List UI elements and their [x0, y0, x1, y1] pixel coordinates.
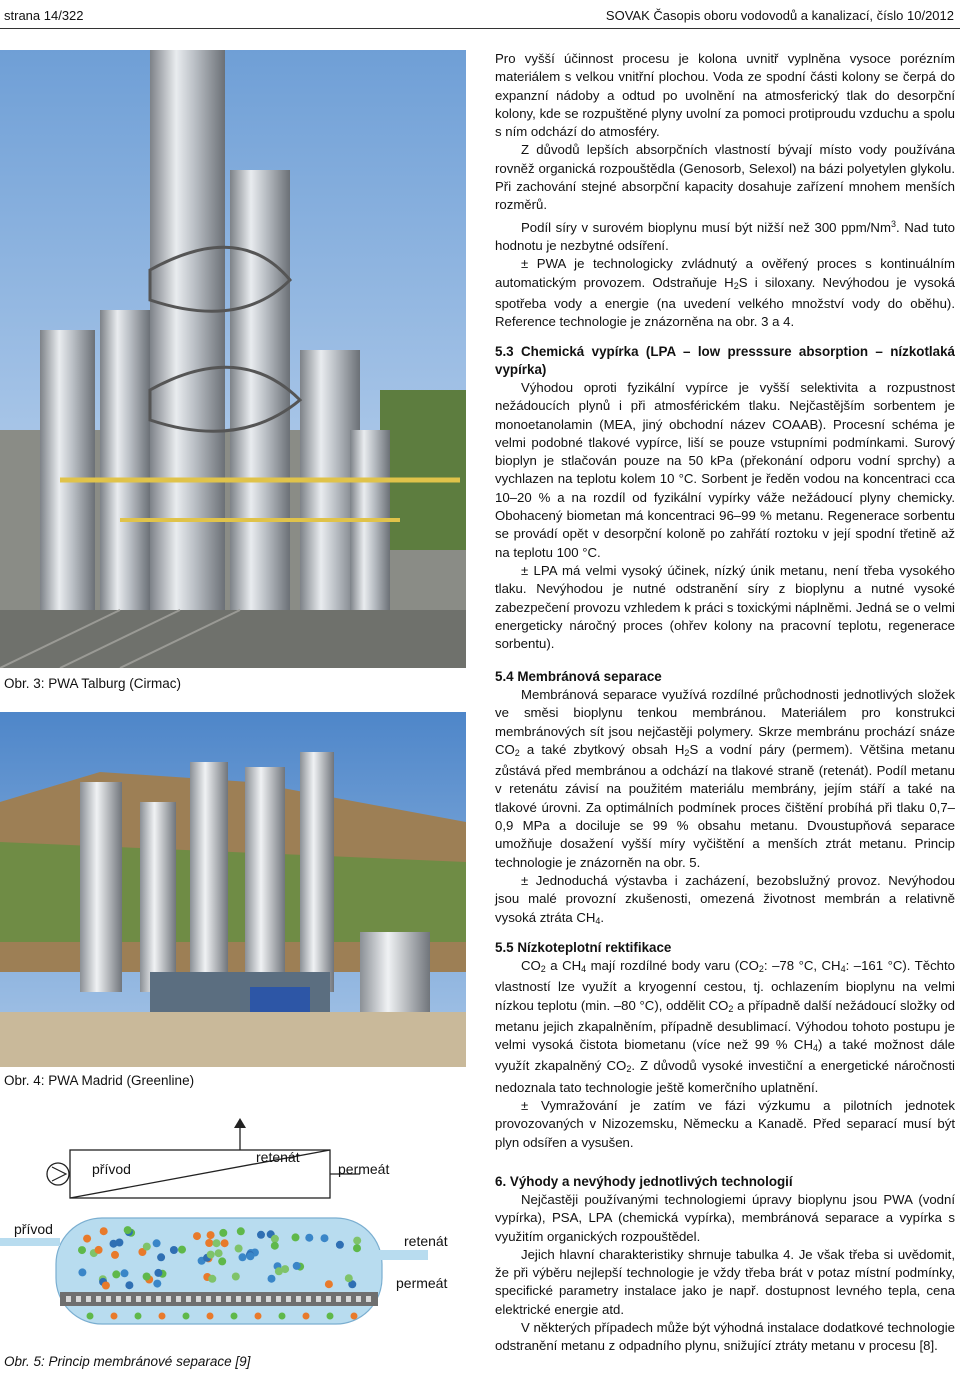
section-6: [495, 1173, 955, 1356]
gas-molecule: [257, 1231, 265, 1239]
gas-molecule: [115, 1239, 123, 1247]
gas-molecule: [321, 1234, 329, 1242]
gas-molecule: [219, 1229, 227, 1237]
permeate-molecule: [279, 1313, 286, 1320]
label-retentate-right: retenát: [404, 1233, 448, 1249]
gas-molecule: [336, 1241, 344, 1249]
paragraph-cryogenic-evaluation: ± Vymražování je zatím ve fázi výzkumu a pilotních jednotek provozovaných v Nizozemsku, Německu a Kanadě. Před separací musí být plyn odsířen a vysušen.: [495, 1098, 955, 1150]
membrane-pore: [146, 1296, 151, 1302]
paragraph-sulfur-limit: Podíl síry v surovém bioplynu musí být nižší než 300 ppm/Nm$^3$. Nad tuto hodnotu je nezbytné odsíření.: [495, 218, 955, 253]
permeate-molecule: [231, 1313, 238, 1320]
membrane-pore: [346, 1296, 351, 1302]
gas-molecule: [193, 1232, 201, 1240]
membrane-pore: [96, 1296, 101, 1302]
gas-molecule: [325, 1280, 333, 1288]
gas-molecule: [112, 1270, 120, 1278]
gas-molecule: [153, 1239, 161, 1247]
gas-molecule: [237, 1227, 245, 1235]
section-5-3: [495, 343, 955, 653]
membrane-pore: [266, 1296, 271, 1302]
permeate-molecule: [327, 1313, 334, 1320]
membrane-pore: [106, 1296, 111, 1302]
membrane-pore: [116, 1296, 121, 1302]
gas-molecule: [218, 1257, 226, 1265]
membrane-pore: [126, 1296, 131, 1302]
gas-molecule: [78, 1268, 86, 1276]
permeate-molecule: [87, 1313, 94, 1320]
membrane-pore: [176, 1296, 181, 1302]
gas-molecule: [345, 1274, 353, 1282]
paragraph-methane-removal: V některých případech může být výhodná instalace dodatkové technologie odstranění metanu z odpadního plynu, snižující ztráty metanu v procesu [8].: [495, 1320, 955, 1354]
gas-molecule: [281, 1265, 289, 1273]
text-column-top: [495, 50, 955, 331]
heading-5-4: 5.4 Membránová separace: [495, 669, 662, 684]
paragraph-technologies-overview: Nejčastěji používanými technologiemi úpravy bioplynu jsou PWA (vodní vypírka), PSA, LPA (chemická vypírka), membránová separace a vypírka s využitím organických rozpouštědel.: [495, 1192, 955, 1244]
paragraph-cryogenic-description: $CO_2$ a $CH_4$ mají rozdílné body varu ($CO_2$: –78 °C, $CH_4$: –161 °C). Těchto vlastností lze využít a kryogenní cestou, tj. ochlazením bioplynu na velmi nízkou teplotu (min. –80 °C), oddělit $CO_2$ a případně další nežádoucí složky od metanu jejich zkapalněním, případně desublimací. Výhodou tohoto postupu je velmi vysoká čistota biometanu (více než 99 % $CH_4$) a také možnost dále využít zkapalněný $CO_2$. Z důvodů vysoké investiční a energetické náročnosti nedoznala tato technologie ještě komerčního uplatnění.: [495, 958, 955, 1095]
page-number: strana 14/322: [4, 8, 84, 23]
label-inlet-left: přívod: [14, 1221, 53, 1237]
label-permeate-top: permeát: [338, 1161, 390, 1177]
gas-molecule: [95, 1246, 103, 1254]
gas-molecule: [121, 1269, 129, 1277]
gas-molecule: [268, 1275, 276, 1283]
gas-molecule: [125, 1281, 133, 1289]
permeate-molecule: [135, 1313, 142, 1320]
gas-molecule: [111, 1251, 119, 1259]
header-divider: [0, 28, 960, 29]
gas-molecule: [292, 1233, 300, 1241]
section-5-5: [495, 939, 955, 1152]
gas-molecule: [353, 1244, 361, 1252]
gas-molecule: [170, 1246, 178, 1254]
permeate-molecule: [111, 1313, 118, 1320]
membrane-pore: [226, 1296, 231, 1302]
page-header: [0, 0, 960, 30]
membrane-pore: [216, 1296, 221, 1302]
permeate-molecule: [351, 1313, 358, 1320]
gas-molecule: [215, 1249, 223, 1257]
gas-molecule: [207, 1251, 215, 1259]
gas-molecule: [305, 1234, 313, 1242]
gas-molecule: [124, 1226, 132, 1234]
heading-5-5: 5.5 Nízkoteplotní rektifikace: [495, 940, 672, 955]
paragraph-lpa-description: Výhodou oproti fyzikální vypírce je vyšší selektivita a rozpustnost nežádoucích plynů i při atmosférickém tlaku. Nejčastějším sorbentem je monoetanolamin (MEA, jiný obchodní název COAAB). Procesní schéma je velmi podobné tlakové vypírce, liší se pouze vstupními podmínkami. Surový bioplyn je stlačován pouze na 50 kPa (překonání odporu vodní sprchy) a vychlazen na teplotu kolem 10 °C. Sorbent je ředěn vodou na koncentraci cca 10–20 % a na rozdíl od fyzikální vypírky váže nežádoucí plyny chemicky. Obohacený biometan má koncentraci 96–99 % metanu. Regenerace sorbentu se provádí opět v desorpční koloně po zahřátí roztoku v její spodní třetině až na teplotu 100 °C.: [495, 380, 955, 560]
permeate-molecule: [159, 1313, 166, 1320]
membrane-pore: [76, 1296, 81, 1302]
gas-molecule: [78, 1246, 86, 1254]
gas-molecule: [246, 1252, 254, 1260]
membrane-pore: [366, 1296, 371, 1302]
membrane-pore: [156, 1296, 161, 1302]
membrane-pore: [186, 1296, 191, 1302]
paragraph-membrane-evaluation: ± Jednoduchá výstavba i zacházení, bezobslužný provoz. Nevýhodou jsou malé provozní zkušenosti, omezená životnost membrán a relativně vysoká ztráta $CH_4$.: [495, 872, 955, 926]
membrane-pore: [326, 1296, 331, 1302]
gas-molecule: [213, 1239, 221, 1247]
membrane-pore: [316, 1296, 321, 1302]
membrane-separation-diagram: [0, 1100, 466, 1350]
paragraph-membrane-description: Membránová separace využívá rozdílné průchodnosti jednotlivých složek ve směsi bioplynu tenkou membránou. Materiálem pro konstrukci membránových sít jsou nejčastěji polymery. Skrze membránu prochází snáze $CO_2$ a také zbytkový obsah $H_2S$ a vodní páry (permem). Většina metanu zůstává před membránou a odchází na tlakové straně (retenát). Podíl metanu v retenátu závisí na použitém materiálu membrány, jejím stáří a také na tlakové úrovni. Za optimálních podmínek proces čištění probíhá při tlaku 0,7–0,9 MPa a dociluje se 99 % obsahu metanu. Dvoustupňová separace umožňuje dosažení vyšší míry vyčištění a menších ztrát metanu. Princip technologie je znázorněn na obr. 5.: [495, 687, 955, 870]
gas-molecule: [143, 1273, 151, 1281]
gas-molecule: [83, 1235, 91, 1243]
label-permeate-right: permeát: [396, 1275, 448, 1291]
paragraph-pwa-intro: Pro vyšší účinnost procesu je kolona uvnitř vyplněna vysoce porézním materiálem s velkou vnitřní plochou. Voda ze spodní části kolony se čerpá do expanzní nádoby a odtud po uvolnění na atmosferický tlak do desorpční kolony, kde se rozpuštěné plyny uvolní za pomoci protiproudu vzduchu a spolu s ním odchází do atmosféry.: [495, 51, 955, 140]
gas-molecule: [239, 1253, 247, 1261]
figure-5-caption: Obr. 5: Princip membránové separace [9]: [4, 1354, 251, 1369]
gas-molecule: [271, 1235, 279, 1243]
permeate-molecule: [207, 1313, 214, 1320]
gas-molecule: [235, 1245, 243, 1253]
heading-6: 6. Výhody a nevýhody jednotlivých technologií: [495, 1174, 793, 1189]
label-retentate-top: retenát: [256, 1149, 300, 1165]
paragraph-organic-solvents: Z důvodů lepších absorpčních vlastností bývají místo vody používána rovněž organická rozpouštědla (Genosorb, Selexol) na bázi polyetylen glykolu. Při zachování stejné absorpční kapacity dosahuje zařízení mnohem menších rozměrů.: [495, 142, 955, 213]
gas-molecule: [293, 1262, 301, 1270]
photo-pwa-madrid: [0, 712, 466, 1067]
gas-molecule: [178, 1246, 186, 1254]
membrane-pore: [256, 1296, 261, 1302]
gas-molecule: [100, 1227, 108, 1235]
membrane-pore: [246, 1296, 251, 1302]
membrane-pore: [136, 1296, 141, 1302]
membrane-pore: [166, 1296, 171, 1302]
membrane-pore: [196, 1296, 201, 1302]
membrane-pore: [206, 1296, 211, 1302]
gas-molecule: [232, 1273, 240, 1281]
membrane-pore: [356, 1296, 361, 1302]
label-inlet-top: přívod: [92, 1161, 131, 1177]
gas-molecule: [154, 1269, 162, 1277]
gas-molecule: [353, 1237, 361, 1245]
membrane-pore: [286, 1296, 291, 1302]
gas-molecule: [102, 1282, 110, 1290]
paragraph-table-4-summary: Jejich hlavní charakteristiky shrnuje tabulka 4. Je však třeba si uvědomit, že při výběru nejlepší technologie je vždy třeba brát v potaz místní podmínky, specifické parametry instalace jako je např. dostupnost levného tepla, cena elektrické energie atd.: [495, 1246, 955, 1317]
gas-molecule: [153, 1280, 161, 1288]
figure-4-caption: Obr. 4: PWA Madrid (Greenline): [4, 1073, 195, 1088]
section-5-4: [495, 668, 955, 930]
membrane-pore: [86, 1296, 91, 1302]
gas-molecule: [271, 1242, 279, 1250]
membrane-pore: [306, 1296, 311, 1302]
gas-molecule: [157, 1253, 165, 1261]
gas-molecule: [208, 1275, 216, 1283]
membrane-pore: [336, 1296, 341, 1302]
gas-molecule: [207, 1231, 215, 1239]
gas-molecule: [221, 1239, 229, 1247]
paragraph-pwa-evaluation: ± PWA je technologicky zvládnutý a ověřený proces s kontinuálním automatickým provozem. Odstraňuje $H_2S$ i siloxany. Nevýhodou je vysoká spotřeba vody a energie (na uvedení velkého množství vody do oběhu). Reference technologie je znázorněna na obr. 3 a 4.: [495, 256, 956, 330]
membrane-pore: [66, 1296, 71, 1302]
photo-pwa-talburg: [0, 50, 466, 668]
permeate-molecule: [255, 1313, 262, 1320]
membrane-pore: [236, 1296, 241, 1302]
permeate-molecule: [303, 1313, 310, 1320]
figure-3-caption: Obr. 3: PWA Talburg (Cirmac): [4, 676, 182, 691]
membrane-pore: [276, 1296, 281, 1302]
gas-molecule: [143, 1243, 151, 1251]
heading-5-3: 5.3 Chemická vypírka (LPA – low presssure absorption – nízkotlaká vypírka): [495, 344, 955, 377]
journal-title: SOVAK Časopis oboru vodovodů a kanalizací, číslo 10/2012: [605, 8, 954, 23]
paragraph-lpa-evaluation: ± LPA má velmi vysoký účinek, nízký únik metanu, není třeba vysokého tlaku. Nevýhodou je nutné odstranění síry z bioplynu a nutné vysoké zabezpečení provozu vzhledem k práci s toxickými náplněmi. Jedná se o velmi energeticky náročný proces (ohřev kolony na pracovní teplotu, regenerace sorbentu).: [495, 562, 955, 652]
membrane-pore: [296, 1296, 301, 1302]
permeate-molecule: [183, 1313, 190, 1320]
gas-molecule: [205, 1239, 213, 1247]
